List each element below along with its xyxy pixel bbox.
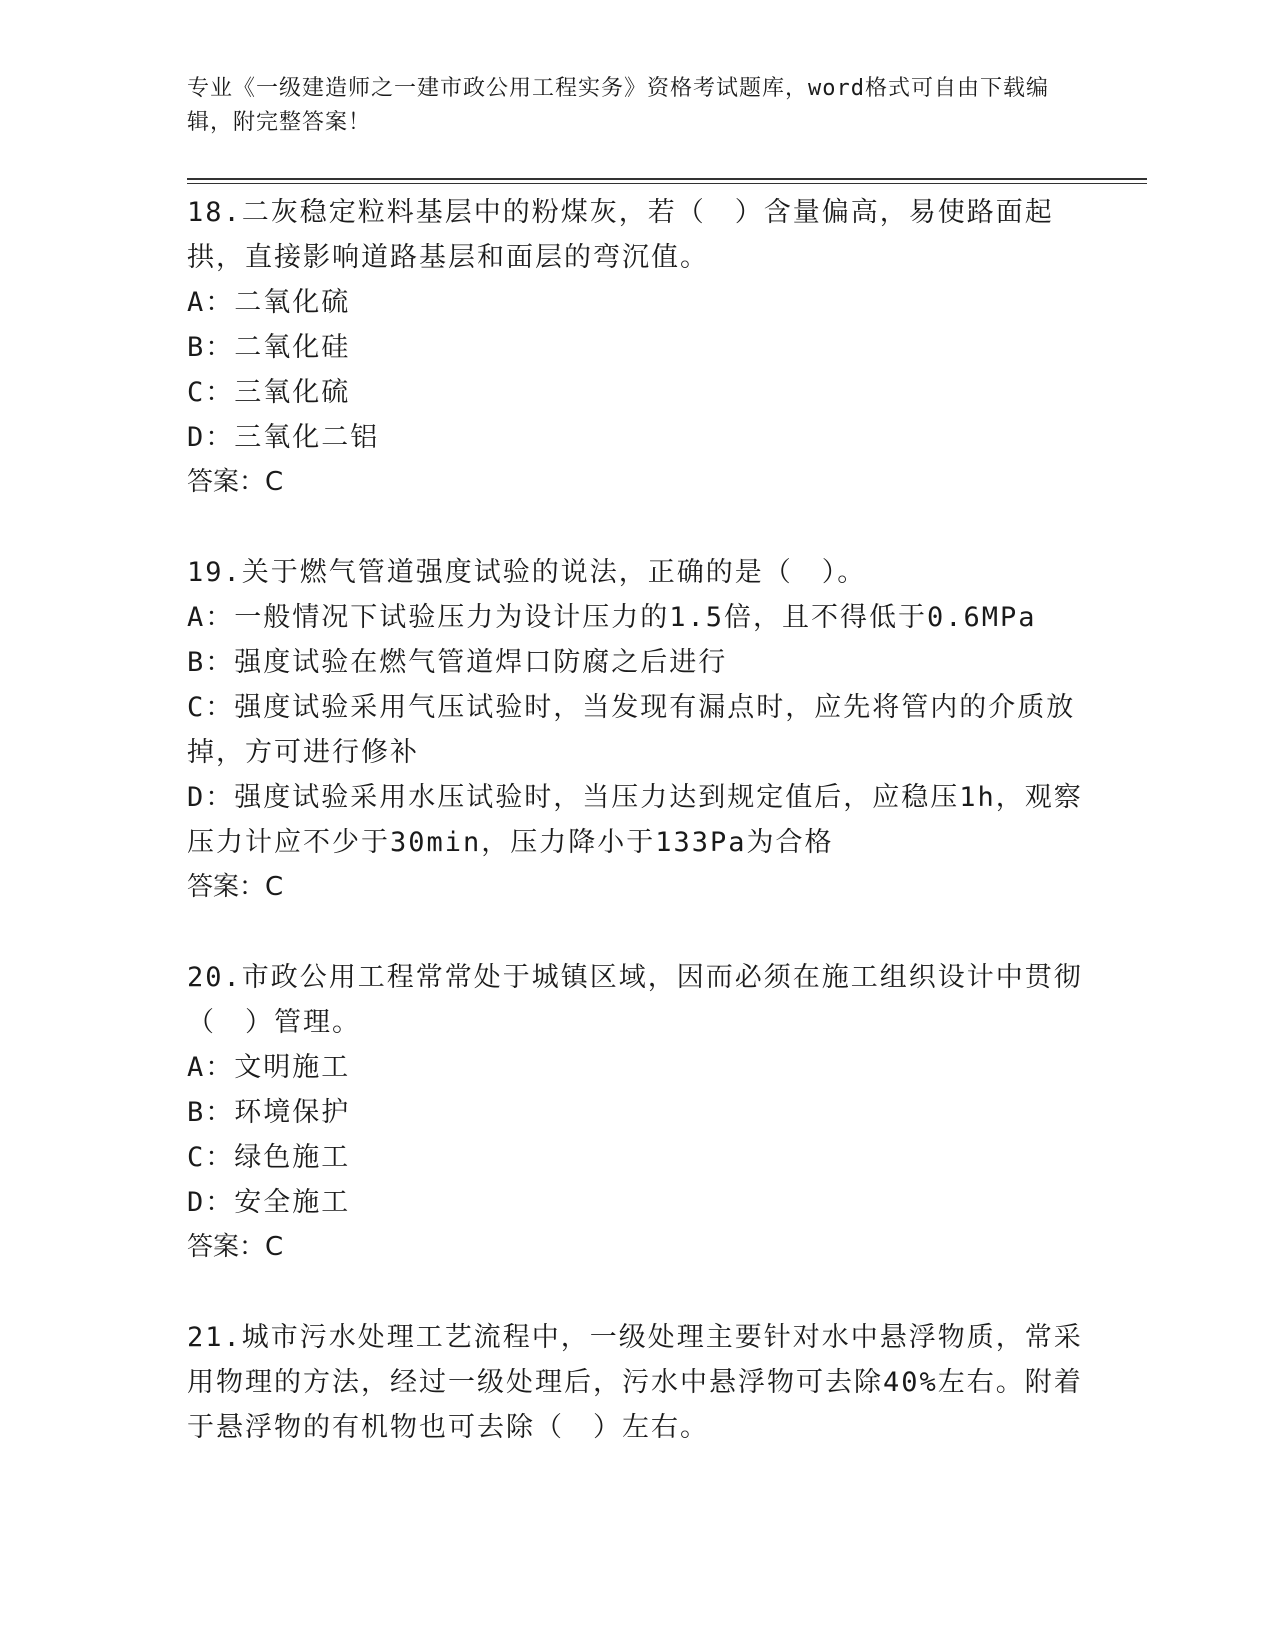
- question-stem: 19.关于燃气管道强度试验的说法，正确的是（ ）。: [187, 557, 867, 588]
- question-spacer: [187, 505, 1087, 550]
- question-18: [187, 190, 1087, 550]
- header-rule-thick: [187, 178, 1147, 180]
- option-b: B：环境保护: [187, 1097, 351, 1128]
- option-a: A：二氧化硫: [187, 287, 351, 318]
- option-c: C：强度试验采用气压试验时，当发现有漏点时，应先将管内的介质放掉，方可进行修补: [187, 692, 1076, 768]
- option-b: B：二氧化硅: [187, 332, 351, 363]
- option-a: A：一般情况下试验压力为设计压力的1.5倍，且不得低于0.6MPa: [187, 602, 1037, 633]
- question-20: [187, 955, 1087, 1315]
- option-c: C：绿色施工: [187, 1142, 351, 1173]
- option-b: B：强度试验在燃气管道焊口防腐之后进行: [187, 647, 728, 678]
- document-header: 专业《一级建造师之一建市政公用工程实务》资格考试题库，word格式可自由下载编辑，附完整答案！: [187, 76, 1049, 135]
- option-a: A：文明施工: [187, 1052, 351, 1083]
- answer-line: 答案：C: [187, 872, 284, 902]
- question-spacer: [187, 910, 1087, 955]
- answer-line: 答案：C: [187, 467, 284, 497]
- option-d: D：强度试验采用水压试验时，当压力达到规定值后，应稳压1h，观察压力计应不少于30min，压力降小于133Pa为合格: [187, 782, 1083, 858]
- header-rule-thin: [187, 183, 1147, 184]
- question-19: [187, 550, 1087, 955]
- question-stem: 20.市政公用工程常常处于城镇区域，因而必须在施工组织设计中贯彻（ ）管理。: [187, 962, 1083, 1038]
- question-21: [187, 1315, 1087, 1450]
- question-stem: 18.二灰稳定粒料基层中的粉煤灰，若（ ）含量偏高，易使路面起拱，直接影响道路基层和面层的弯沉值。: [187, 197, 1054, 273]
- option-d: D：安全施工: [187, 1187, 351, 1218]
- question-spacer: [187, 1270, 1087, 1315]
- option-c: C：三氧化硫: [187, 377, 351, 408]
- question-stem: 21.城市污水处理工艺流程中，一级处理主要针对水中悬浮物质，常采用物理的方法，经过一级处理后，污水中悬浮物可去除40%左右。附着于悬浮物的有机物也可去除（ ）左右。: [187, 1322, 1083, 1443]
- option-d: D：三氧化二铝: [187, 422, 380, 453]
- answer-line: 答案：C: [187, 1232, 284, 1262]
- question-list: [187, 190, 1087, 1450]
